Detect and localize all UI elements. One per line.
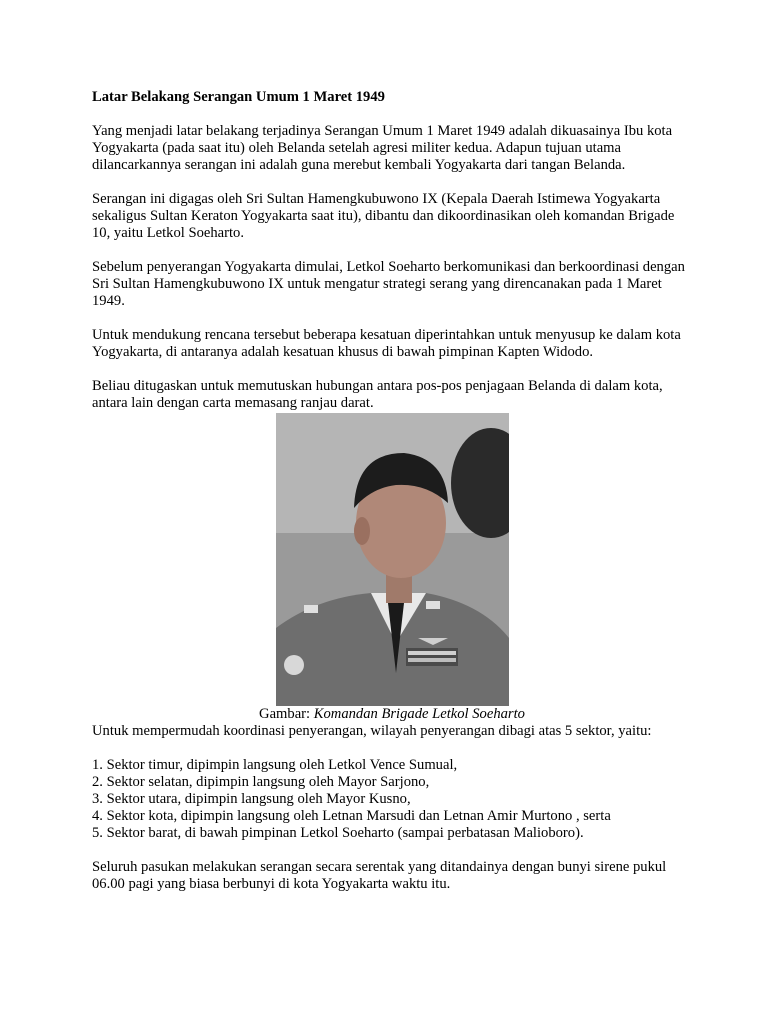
figure-caption xyxy=(92,706,692,723)
document-page xyxy=(92,89,692,910)
list-item: 4. Sektor kota, dipimpin langsung oleh Letnan Marsudi dan Letnan Amir Murtono , serta xyxy=(92,808,611,824)
list-item: 3. Sektor utara, dipimpin langsung oleh Mayor Kusno, xyxy=(92,791,411,807)
document-title: Latar Belakang Serangan Umum 1 Maret 1949 xyxy=(92,89,385,105)
figure xyxy=(92,413,692,706)
list-item: 2. Sektor selatan, dipimpin langsung oleh Mayor Sarjono, xyxy=(92,774,430,790)
list-item: 5. Sektor barat, di bawah pimpinan Letkol Soeharto (sampai perbatasan Malioboro). xyxy=(92,825,584,841)
list-item: 1. Sektor timur, dipimpin langsung oleh Letkol Vence Sumual, xyxy=(92,757,458,773)
caption-prefix: Gambar: xyxy=(259,706,314,722)
paragraph-mission: Beliau ditugaskan untuk memutuskan hubungan antara pos-pos penjagaan Belanda di dalam kota, antara lain dengan carta memasang ranjau darat. xyxy=(92,378,663,411)
portrait-photo xyxy=(276,413,509,706)
sector-list xyxy=(92,757,692,842)
paragraph-initiator: Serangan ini digagas oleh Sri Sultan Hamengkubuwono IX (Kepala Daerah Istimewa Yogyakarta sekaligus Sultan Keraton Yogyakarta saat itu), dibantu dan dikoordinasikan oleh komandan Brigade 10, yaitu Letkol Soeharto. xyxy=(92,191,675,241)
paragraph-closing: Seluruh pasukan melakukan serangan secara serentak yang ditandainya dengan bunyi sirene pukul 06.00 pagi yang biasa berbunyi di kota Yogyakarta waktu itu. xyxy=(92,859,667,892)
caption-italic: Komandan Brigade Letkol Soeharto xyxy=(313,706,525,722)
paragraph-infiltration: Untuk mendukung rencana tersebut beberapa kesatuan diperintahkan untuk menyusup ke dalam kota Yogyakarta, di antaranya adalah kesatuan khusus di bawah pimpinan Kapten Widodo. xyxy=(92,327,681,360)
paragraph-coordination: Sebelum penyerangan Yogyakarta dimulai, Letkol Soeharto berkomunikasi dan berkoordinasi dengan Sri Sultan Hamengkubuwono IX untuk mengatur strategi serang yang direncanakan pada 1 Maret 1949. xyxy=(92,259,685,309)
paragraph-sectors-intro: Untuk mempermudah koordinasi penyerangan, wilayah penyerangan dibagi atas 5 sektor, yaitu: xyxy=(92,723,652,739)
paragraph-background: Yang menjadi latar belakang terjadinya Serangan Umum 1 Maret 1949 adalah dikuasainya Ibu kota Yogyakarta (pada saat itu) oleh Belanda setelah agresi militer kedua. Adapun tujuan utama dilancarkannya serangan ini adalah guna merebut kembali Yogyakarta dari tangan Belanda. xyxy=(92,123,673,173)
portrait-illustration xyxy=(276,413,509,706)
